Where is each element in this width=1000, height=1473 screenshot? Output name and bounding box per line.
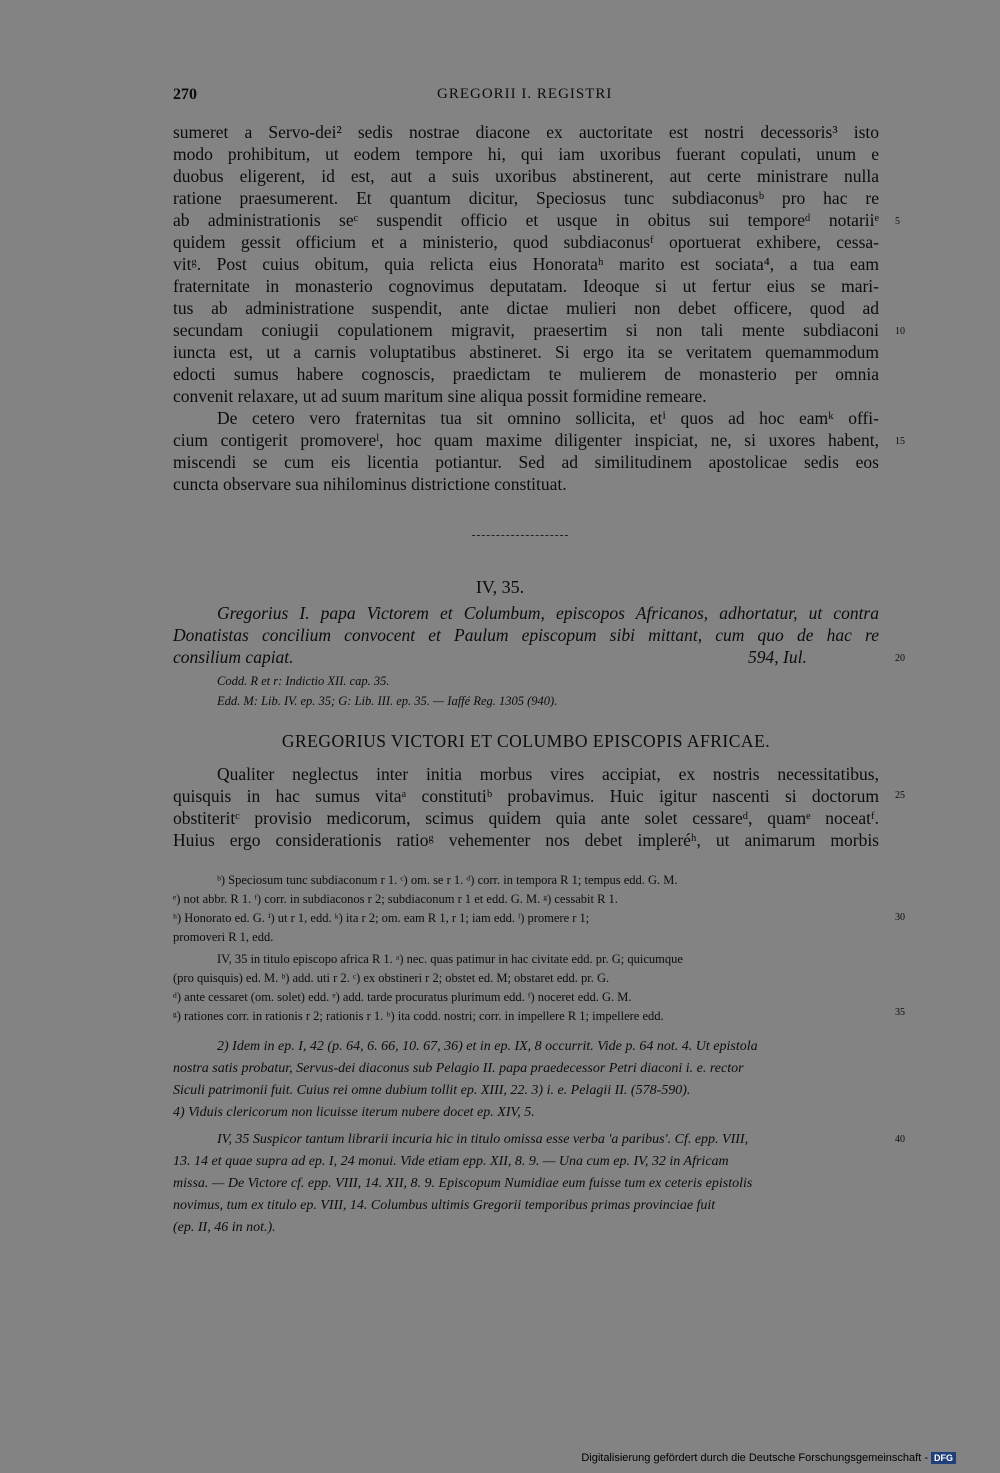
body-line: obstiteritᶜ provisio medicorum, scimus quidem quia ante solet cessareᵈ, quamᵉ noceatᶠ. <box>173 808 879 828</box>
body-line: quidem gessit officium et a ministerio, quod subdiaconusᶠ oportuerat exhibere, cessa- <box>173 232 879 252</box>
body-line: modo prohibitum, ut eodem tempore hi, qui iam uxoribus fuerant copulati, unum e <box>173 144 879 164</box>
body-line: sumeret a Servo-dei² sedis nostrae diacone ex auctoritate est nostri decessoris³ isto <box>173 122 879 142</box>
apparatus-line: promoveri R 1, edd. <box>173 930 274 944</box>
body-line: edocti sumus habere cognoscis, praedictam te mulierem de monasterio per omnia <box>173 364 879 384</box>
body-line: secundam coniugii copulationem migravit, praesertim si non tali mente subdiaconi <box>173 320 879 340</box>
note-line: IV, 35 Suspicor tantum librarii incuria hic in titulo omissa esse verba 'a paribus'. Cf. epp. VIII, <box>217 1132 749 1147</box>
body-line: cuncta observare sua nihilominus districtione constituat. <box>173 474 567 494</box>
body-line: fraternitate in monasterio cognovimus deputatam. Ideoque si ut fertur eius se mari- <box>173 276 879 296</box>
body-line: De cetero vero fraternitas tua sit omnino sollicita, etⁱ quos ad hoc eamᵏ offi- <box>217 408 879 428</box>
line-number: 5 <box>895 216 900 227</box>
source-line: Codd. R et r: Indictio XII. cap. 35. <box>217 674 390 688</box>
apparatus-line: ᵉ) not abbr. R 1. ᶠ) corr. in subdiaconos r 2; subdiaconum r 1 et edd. G. M. ᵍ) cessabit R 1. <box>173 892 618 906</box>
body-line: ab administrationis seᶜ suspendit officio et usque in obitus sui temporeᵈ notariiᵉ <box>173 210 879 230</box>
section-divider <box>472 535 568 536</box>
body-line: vitᵍ. Post cuius obitum, quia relicta eius Honorataʰ marito est sociata⁴, a tua eam <box>173 254 879 274</box>
summary-line: consilium capiat. <box>173 647 294 667</box>
line-number: 40 <box>895 1134 905 1145</box>
line-number: 35 <box>895 1007 905 1018</box>
body-line: duobus eligerent, id est, aut a suis uxoribus abstinerent, aut certe ministrare nulla <box>173 166 879 186</box>
body-line: miscendi se cum eis licentia potiantur. Sed ad similitudinem apostolicae sedis eos <box>173 452 879 472</box>
line-number: 10 <box>895 326 905 337</box>
line-number: 20 <box>895 653 905 664</box>
footer-credit <box>581 1452 956 1464</box>
body-line: Huius ergo considerationis ratioᵍ vehementer nos debet impleréʰ, ut animarum morbis <box>173 830 879 850</box>
body-line: quisquis in hac sumus vitaᵃ constitutiᵇ probavimus. Huic igitur nascenti si doctorum <box>173 786 879 806</box>
body-line: iuncta est, ut a carnis voluptatibus abstineret. Si ergo ita se veritatem quemammodum <box>173 342 879 362</box>
dfg-logo: DFG <box>931 1452 956 1464</box>
body-line: tus ab administratione suspendit, ante dictae mulieri non debet officere, quod ad <box>173 298 879 318</box>
note-line: novimus, tum ex titulo ep. VIII, 14. Columbus ultimis Gregorii temporibus primas provinciae fuit <box>173 1198 716 1213</box>
summary-date: 594, Iul. <box>748 647 807 667</box>
apparatus-line: (pro quisquis) ed. M. ᵇ) add. uti r 2. ᶜ) ex obstineri r 2; obstet ed. M; obstaret edd. pr. G. <box>173 971 610 985</box>
apparatus-line: ʰ) Honorato ed. G. ⁱ) ut r 1, edd. ᵏ) ita r 2; om. eam R 1, r 1; iam edd. ˡ) promere r 1; <box>173 911 590 925</box>
note-line: missa. — De Victore cf. epp. VIII, 14. XII, 8. 9. Episcopum Numidiae eum fuisse tum ex ceteris epistolis <box>173 1176 753 1191</box>
running-head: GREGORII I. REGISTRI <box>437 86 613 102</box>
body-line: Qualiter neglectus inter initia morbus vires accipiat, ex nostris necessitatibus, <box>217 764 879 784</box>
note-line: nostra satis probatur, Servus-dei diaconus sub Pelagio II. papa praedecessor Petri diaconi i. e. rector <box>173 1061 744 1076</box>
letter-number: IV, 35. <box>475 577 525 597</box>
note-line: Siculi patrimonii fuit. Cuius rei omne dubium tollit ep. XIII, 22. 3) i. e. Pelagii II. (578-590). <box>173 1083 691 1098</box>
page-number: 270 <box>173 86 197 103</box>
body-line: ratione praesumerent. Et quantum dicitur, Speciosus tunc subdiaconusᵇ pro hac re <box>173 188 879 208</box>
source-line: Edd. M: Lib. IV. ep. 35; G: Lib. III. ep. 35. — Iaffé Reg. 1305 (940). <box>217 694 558 708</box>
apparatus-line: ᵇ) Speciosum tunc subdiaconum r 1. ᶜ) om. se r 1. ᵈ) corr. in tempora R 1; tempus edd. G. M. <box>217 873 678 887</box>
body-line: cium contigerit promovereˡ, hoc quam maxime diligenter inspiciat, ne, si uxores habent, <box>173 430 879 450</box>
apparatus-line: ᵈ) ante cessaret (om. solet) edd. ᵉ) add. tarde procuratus plurimum edd. ᶠ) noceret edd. G. M. <box>173 990 632 1004</box>
line-number: 30 <box>895 912 905 923</box>
body-line: convenit relaxare, ut ad suum maritum sine aliqua possit formidine remeare. <box>173 386 707 406</box>
apparatus-line: IV, 35 in titulo episcopo africa R 1. ᵃ) nec. quas patimur in hac civitate edd. pr. G; quicumque <box>217 952 683 966</box>
note-line: (ep. II, 46 in not.). <box>173 1220 276 1235</box>
summary-line: Gregorius I. papa Victorem et Columbum, episcopos Africanos, adhortatur, ut contra <box>217 603 879 623</box>
note-line: 4) Viduis clericorum non licuisse iterum nubere docet ep. XIV, 5. <box>173 1105 535 1120</box>
note-line: 13. 14 et quae supra ad ep. I, 24 monui. Vide etiam epp. XII, 8. 9. — Una cum ep. IV, 32 in Africam <box>173 1154 729 1169</box>
footer-credit-text: Digitalisierung gefördert durch die Deutsche Forschungsgemeinschaft - <box>581 1452 928 1464</box>
letter-heading: GREGORIUS VICTORI ET COLUMBO EPISCOPIS AFRICAE. <box>281 731 771 751</box>
summary-line: Donatistas concilium convocent et Paulum episcopum sibi mittant, cum quo de hac re <box>173 625 879 645</box>
line-number: 15 <box>895 436 905 447</box>
note-line: 2) Idem in ep. I, 42 (p. 64, 6. 66, 10. 67, 36) et in ep. IX, 8 occurrit. Vide p. 64 not. 4. Ut epistola <box>217 1039 758 1054</box>
line-number: 25 <box>895 790 905 801</box>
apparatus-line: ᵍ) rationes corr. in rationis r 2; rationis r 1. ʰ) ita codd. nostri; corr. in impellere R 1; impellere edd. <box>173 1009 664 1023</box>
